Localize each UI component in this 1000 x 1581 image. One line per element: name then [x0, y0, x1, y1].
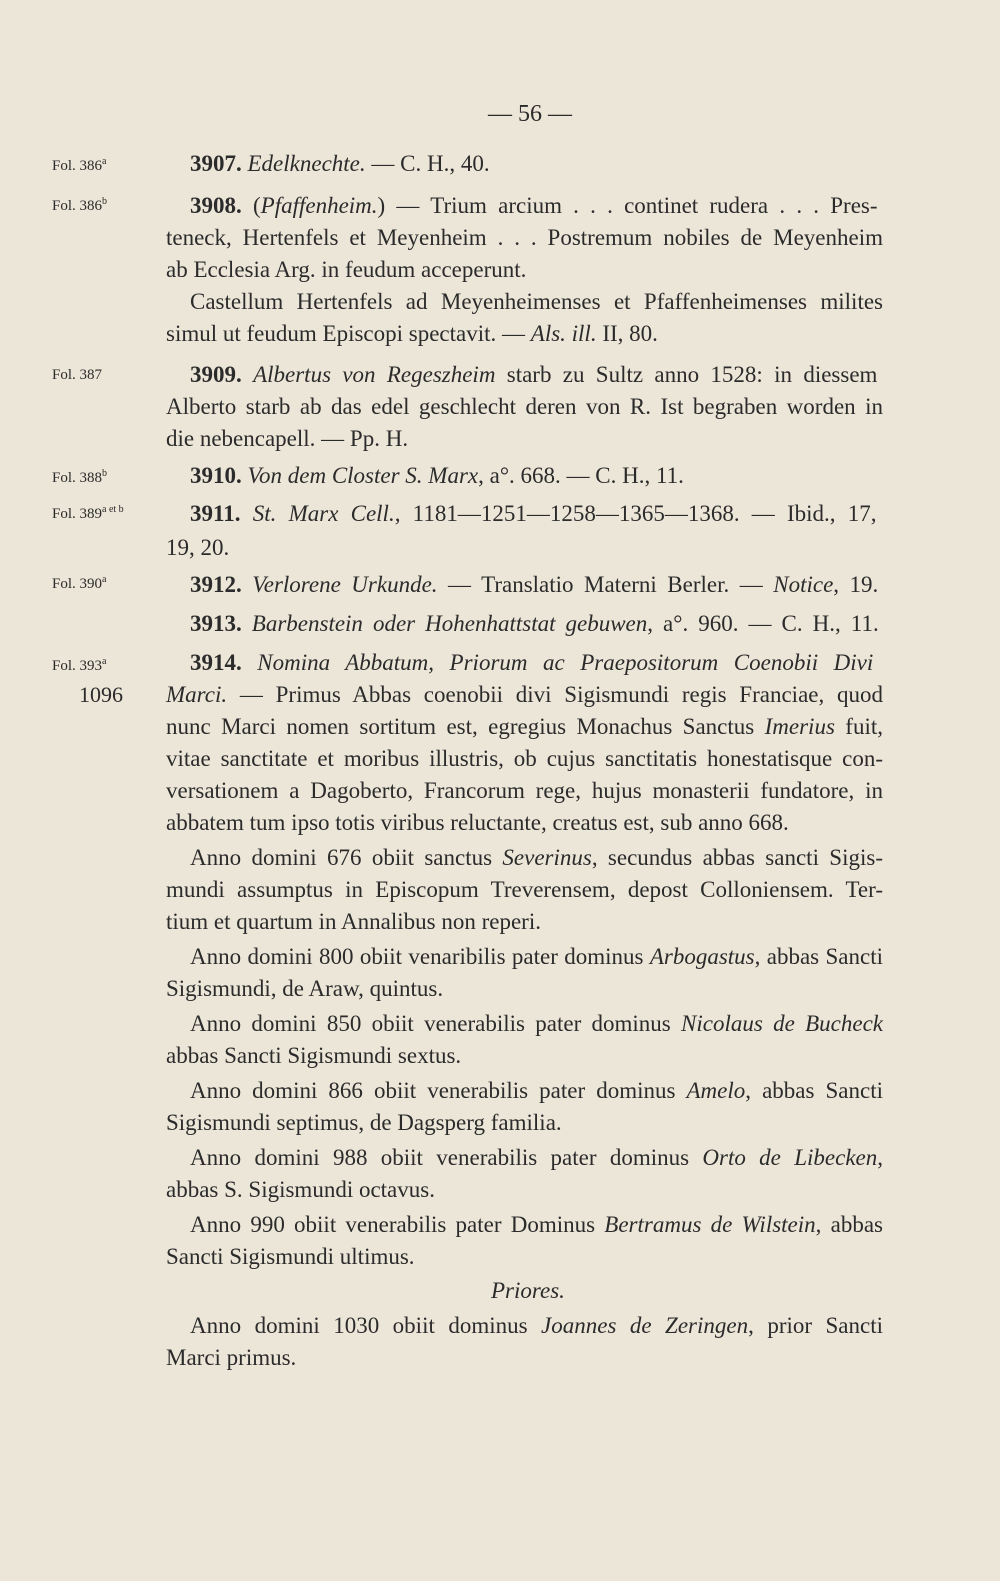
entry-number: 3910. [190, 463, 242, 488]
italic-text: Marci. [166, 682, 228, 707]
text-line [166, 536, 229, 559]
entry-number: 3907. [190, 151, 242, 176]
italic-text: Arbogastus [649, 944, 755, 969]
text-segment: — Primus Abbas coenobii divi Sigismundi regis Franciae, quod [227, 682, 883, 707]
italic-text: Barbenstein oder Hohenhattstat gebuwen [251, 611, 648, 636]
text-line [491, 1279, 565, 1302]
text-line [166, 258, 526, 281]
text-line [166, 322, 658, 345]
text-line [166, 1044, 461, 1067]
text-segment: simul ut feudum Episcopi spectavit. — [166, 321, 531, 346]
folio-label: Fol. 386 [52, 198, 103, 214]
text-segment: Anno domini 800 obiit venaribilis pater dominus [190, 944, 650, 969]
text-segment: , a°. 960. — C. H., 11. [647, 611, 879, 636]
text-segment: fuit, [834, 714, 883, 739]
text-segment: mundi assumptus in Episcopum Treverensem, depost Colloniensem. Ter- [166, 877, 883, 902]
page-number: — 56 — [488, 101, 572, 127]
text-line [166, 1245, 415, 1268]
text-segment: Anno domini 676 obiit sanctus [190, 845, 503, 870]
italic-text: Bertramus de Wilstein [604, 1212, 816, 1237]
folio-label: Fol. 393 [52, 658, 103, 674]
margin-folio-note [52, 470, 107, 487]
text-segment: , abbas Sancti [745, 1078, 883, 1103]
text-segment: teneck, Hertenfels et Meyenheim . . . Postremum nobiles de Meyenheim [166, 225, 883, 250]
entry-number: 3914. [190, 650, 242, 675]
text-segment: tium et quartum in Annalibus non reperi. [166, 909, 541, 934]
text-segment: Marci primus. [166, 1345, 297, 1370]
margin-year: 1096 [79, 682, 123, 707]
folio-label: Fol. 387 [52, 367, 103, 383]
text-line [190, 1314, 883, 1337]
text-segment: Castellum Hertenfels ad Meyenheimenses et Pfaffenheimenses milites [190, 289, 883, 314]
folio-superscript: a [102, 574, 107, 585]
folio-label: Fol. 390 [52, 576, 103, 592]
folio-superscript: b [102, 468, 108, 479]
italic-text: Als. ill. [530, 321, 597, 346]
text-line [166, 878, 883, 901]
text-line [166, 683, 883, 706]
text-segment: 19, 20. [166, 535, 230, 560]
text-line [190, 945, 883, 968]
text-segment: , abbas [815, 1212, 883, 1237]
text-line [166, 1111, 562, 1134]
text-segment: abbatem tum ipso totis viribus reluctante, creatus est, sub anno 668. [166, 810, 789, 835]
italic-text: Verlorene Urkunde. [252, 572, 438, 597]
text-segment: , 1181—1251—1258—1365—1368. — Ibid., 17, [394, 501, 877, 526]
text-segment: vitae sanctitate et moribus illustris, ob cujus sanctitatis honestatisque con- [166, 746, 883, 771]
text-segment: Anno domini 850 obiit venerabilis pater dominus [190, 1011, 682, 1036]
text-segment [242, 611, 252, 636]
text-segment: Anno domini 1030 obiit dominus [190, 1313, 542, 1338]
text-line [190, 152, 490, 175]
text-segment: Sancti Sigismundi ultimus. [166, 1244, 415, 1269]
italic-text: St. Marx Cell. [252, 501, 395, 526]
text-segment [240, 501, 252, 526]
text-segment: die nebencapell. — Pp. H. [166, 426, 409, 451]
folio-superscript: a et b [102, 504, 124, 515]
italic-text: Priores. [491, 1278, 565, 1303]
text-line [190, 612, 879, 635]
text-segment: Sigismundi, de Araw, quintus. [166, 976, 444, 1001]
text-segment: starb zu Sultz anno 1528: in diessem [495, 362, 878, 387]
text-line [166, 226, 883, 249]
text-segment: abbas Sancti Sigismundi sextus. [166, 1043, 462, 1068]
text-line [190, 290, 883, 313]
italic-text: Nomina Abbatum, Priorum ac Praepositorum Coenobii Divi [257, 650, 874, 675]
entry-number: 3908. [190, 193, 242, 218]
text-line [190, 651, 873, 674]
text-segment: Anno domini 988 obiit venerabilis pater dominus [190, 1145, 703, 1170]
text-line [166, 715, 883, 738]
text-line [190, 464, 684, 487]
italic-text: Pfaffenheim. [260, 193, 378, 218]
text-segment: ab Ecclesia Arg. in feudum acceperunt. [166, 257, 527, 282]
folio-label: Fol. 386 [52, 158, 103, 174]
italic-text: Orto de Libecken [702, 1145, 878, 1170]
text-line [166, 1178, 435, 1201]
text-line [190, 194, 878, 217]
entry-number: 3911. [190, 501, 241, 526]
text-line [190, 1213, 883, 1236]
text-segment [242, 362, 253, 387]
text-segment: II, 80. [596, 321, 658, 346]
italic-text: Nicolaus de Bucheck [681, 1011, 883, 1036]
margin-folio-note [52, 158, 106, 175]
italic-text: Notice [773, 572, 834, 597]
margin-folio-note [52, 506, 124, 523]
entry-number: 3913. [190, 611, 242, 636]
text-segment: , a°. 668. — C. H., 11. [478, 463, 684, 488]
text-segment: , [877, 1145, 883, 1170]
italic-text: Imerius [764, 714, 835, 739]
text-segment: ) — Trium arcium . . . continet rudera . . . Pres- [377, 193, 878, 218]
text-line [166, 747, 883, 770]
text-line [190, 846, 883, 869]
text-line [166, 977, 443, 1000]
text-segment: ( [241, 193, 261, 218]
text-line [190, 502, 877, 525]
folio-label: Fol. 389 [52, 506, 103, 522]
entry-number: 3912. [190, 572, 242, 597]
text-segment [242, 572, 253, 597]
text-line [166, 395, 883, 418]
entry-number: 3909. [190, 362, 242, 387]
text-segment: Alberto starb ab das edel geschlecht deren von R. Ist begraben worden in [166, 394, 883, 419]
margin-folio-note [52, 576, 106, 593]
text-line [190, 363, 877, 386]
text-line [190, 1012, 883, 1035]
folio-superscript: a [102, 656, 107, 667]
text-line [166, 811, 789, 834]
text-line [190, 1079, 883, 1102]
text-segment: , secundus abbas sancti Sigis- [591, 845, 883, 870]
italic-text: Von dem Closter S. Marx [247, 463, 479, 488]
text-segment: , 19. [833, 572, 879, 597]
text-segment [242, 650, 258, 675]
folio-superscript: a [102, 156, 107, 167]
text-line [190, 573, 878, 596]
text-line [190, 1146, 883, 1169]
text-line [166, 427, 408, 450]
margin-folio-note [52, 367, 102, 384]
italic-text: Albertus von Regeszheim [253, 362, 496, 387]
text-segment: , prior Sancti [748, 1313, 883, 1338]
text-segment: versationem a Dagoberto, Francorum rege, hujus monasterii fundatore, in [166, 778, 883, 803]
text-segment: abbas S. Sigismundi octavus. [166, 1177, 435, 1202]
text-segment: — Translatio Materni Berler. — [437, 572, 774, 597]
margin-folio-note [52, 198, 107, 215]
text-segment: Anno domini 866 obiit venerabilis pater dominus [190, 1078, 687, 1103]
margin-folio-note [52, 658, 106, 675]
text-segment: — C. H., 40. [365, 151, 490, 176]
folio-label: Fol. 388 [52, 470, 103, 486]
text-segment: , abbas Sancti [754, 944, 883, 969]
text-segment: Anno 990 obiit venerabilis pater Dominus [190, 1212, 605, 1237]
text-line [166, 910, 541, 933]
text-line [166, 1346, 296, 1369]
text-line [166, 779, 883, 802]
text-segment: Sigismundi septimus, de Dagsperg familia. [166, 1110, 562, 1135]
italic-text: Amelo [686, 1078, 746, 1103]
italic-text: Edelknechte. [247, 151, 366, 176]
italic-text: Joannes de Zeringen [541, 1313, 749, 1338]
folio-superscript: b [102, 196, 108, 207]
italic-text: Severinus [502, 845, 592, 870]
text-segment: nunc Marci nomen sortitum est, egregius Monachus Sanctus [166, 714, 765, 739]
